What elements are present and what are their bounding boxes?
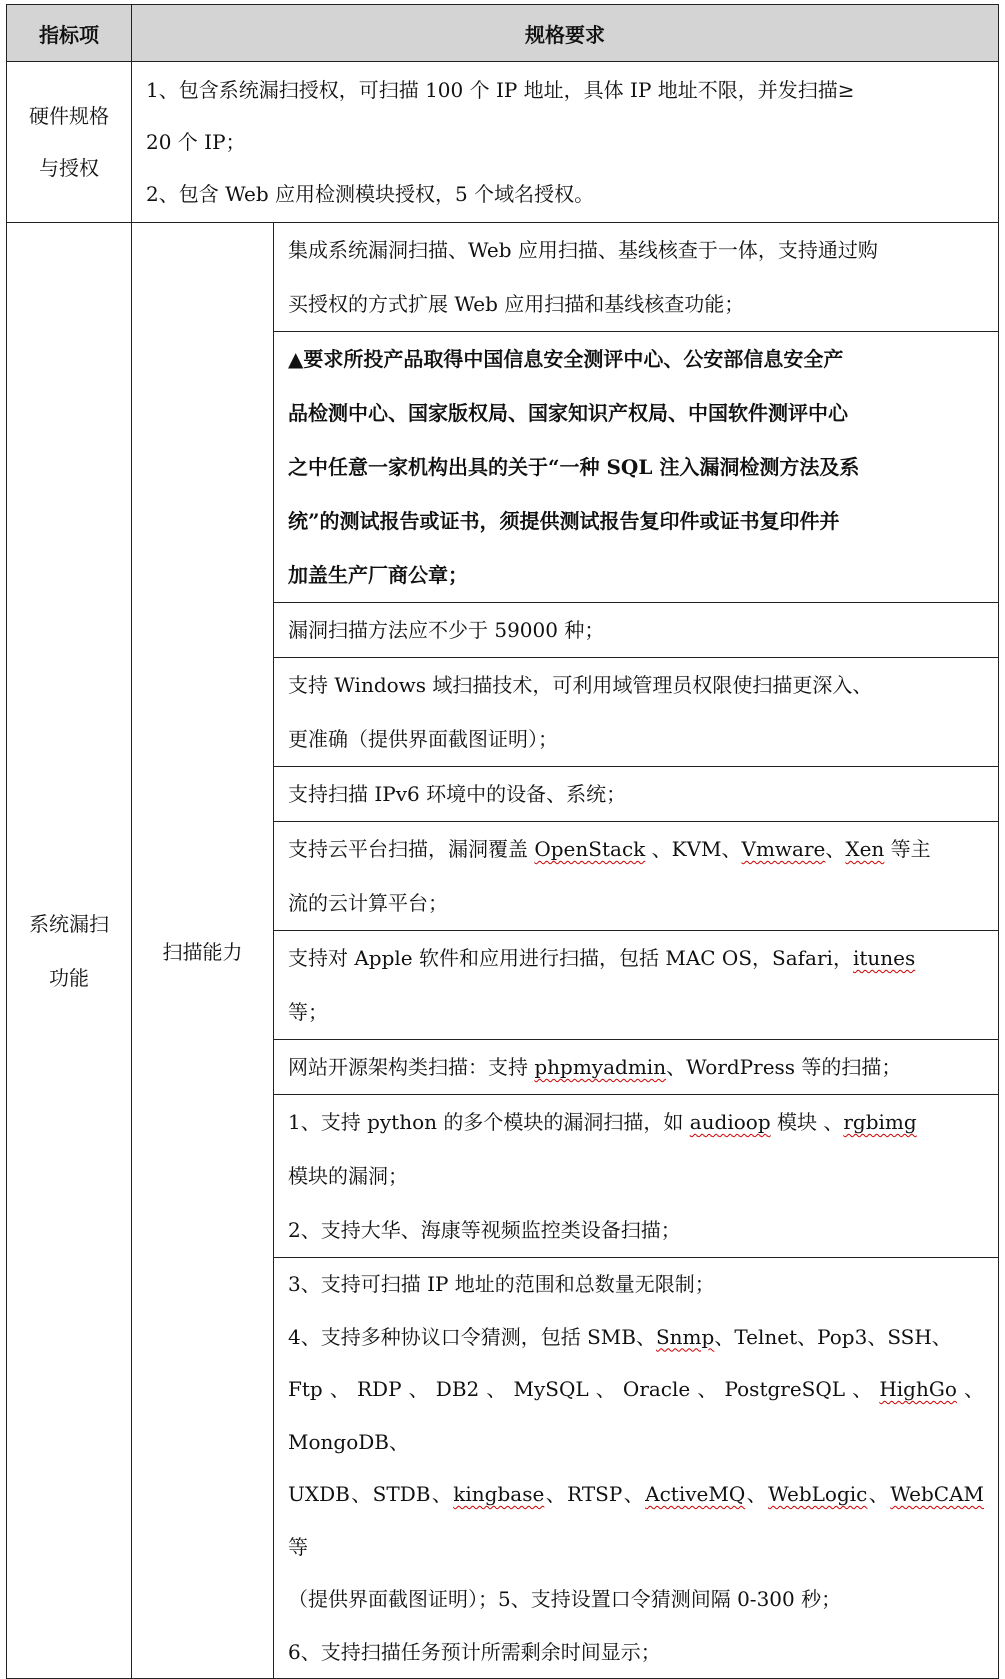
hardware-label: 硬件规格 与授权: [7, 62, 132, 223]
spec-table: [6, 4, 999, 1679]
hardware-spec: 1、包含系统漏扫授权，可扫描 100 个 IP 地址，具体 IP 地址不限，并发扫描≥ 20 个 IP； 2、包含 Web 应用检测模块授权，5 个域名授权。: [132, 62, 999, 223]
spec-item-ipv6: 支持扫描 IPv6 环境中的设备、系统；: [274, 767, 999, 822]
table-header-row: [7, 5, 999, 62]
spec-item-open-source: 网站开源架构类扫描：支持 phpmyadmin、WordPress 等的扫描；: [274, 1040, 999, 1095]
hardware-row: [7, 62, 999, 223]
spec-item-integration: 集成系统漏洞扫描、Web 应用扫描、基线核查于一体，支持通过购 买授权的方式扩展 Web 应用扫描和基线核查功能；: [274, 223, 999, 332]
header-spec: 规格要求: [132, 5, 999, 62]
header-indicator: 指标项: [7, 5, 132, 62]
spec-item-apple: 支持对 Apple 软件和应用进行扫描，包括 MAC OS，Safari，itunes 等；: [274, 931, 999, 1040]
spec-item-methods: 漏洞扫描方法应不少于 59000 种；: [274, 603, 999, 658]
spec-item-windows-domain: 支持 Windows 域扫描技术，可利用域管理员权限使扫描更深入、 更准确（提供界面截图证明）；: [274, 658, 999, 767]
spec-item-cloud: 支持云平台扫描，漏洞覆盖 OpenStack 、KVM、Vmware、Xen 等主 流的云计算平台；: [274, 822, 999, 931]
vuln-row-1: [7, 223, 999, 332]
spec-item-python: 1、支持 python 的多个模块的漏洞扫描，如 audioop 模块 、rgbimg 模块的漏洞； 2、支持大华、海康等视频监控类设备扫描；: [274, 1095, 999, 1258]
scan-capability-label: 扫描能力: [132, 223, 274, 1679]
spec-item-password-guess: 3、支持可扫描 IP 地址的范围和总数量无限制； 4、支持多种协议口令猜测，包括 SMB、Snmp、Telnet、Pop3、SSH、 Ftp、RDP、DB2、MySQL、Oracle、PostgreSQL、HighGo、MongoDB、 UXDB、STDB、kingbase、RTSP、ActiveMQ、WebLogic、WebCAM 等 （提供界面截图证明）；5、支持设置口令猜测间隔 0-300 秒； 6、支持扫描任务预计所需剩余时间显示；: [274, 1258, 999, 1679]
spec-item-certification: ▲要求所投产品取得中国信息安全测评中心、公安部信息安全产 品检测中心、国家版权局、国家知识产权局、中国软件测评中心 之中任意一家机构出具的关于“一种 SQL 注入漏洞检测方法及系 统”的测试报告或证书，须提供测试报告复印件或证书复印件并 加盖生产厂商公章；: [274, 332, 999, 603]
vuln-label: 系统漏扫 功能: [7, 223, 132, 1679]
